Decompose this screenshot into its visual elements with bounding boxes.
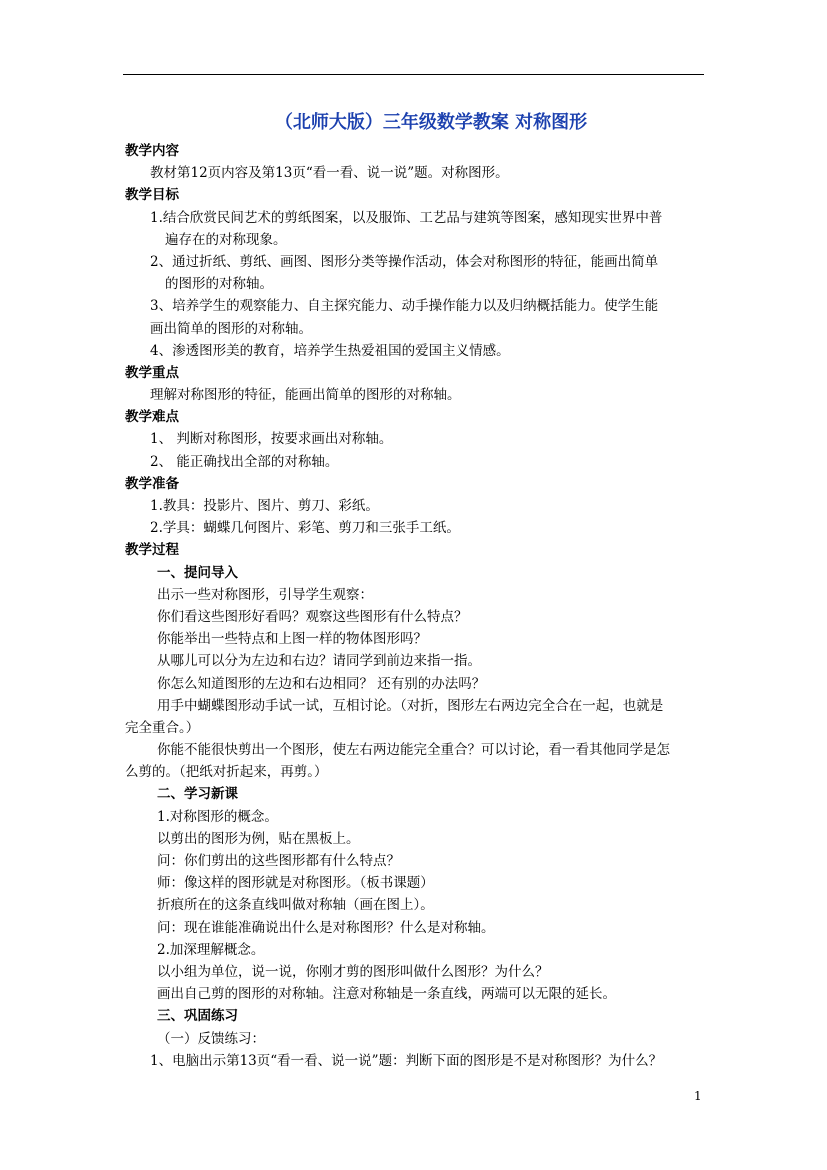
- text-line: 2、通过折纸、剪纸、画图、图形分类等操作活动，体会对称图形的特征，能画出简单: [150, 253, 659, 270]
- text-line: 1.结合欣赏民间艺术的剪纸图案，以及服饰、工艺品与建筑等图案，感知现实世界中普: [150, 209, 663, 226]
- text-line: 画出简单的图形的对称轴。: [150, 320, 312, 337]
- text-line: 师：像这样的图形就是对称图形。（板书课题）: [157, 875, 434, 892]
- text-line: 以剪出的图形为例，贴在黑板上。: [157, 830, 360, 847]
- text-line: 从哪儿可以分为左边和右边？请同学到前边来指一指。: [157, 653, 481, 670]
- text-line: 1、电脑出示第13页“看一看、说一说”题：判断下面的图形是不是对称图形？为什么？: [150, 1052, 663, 1069]
- document-body: [125, 140, 705, 1072]
- section-heading: 教学难点: [125, 409, 179, 426]
- header-rule: [123, 74, 704, 75]
- section-heading: 教学准备: [125, 475, 179, 492]
- text-line: 1、 判断对称图形，按要求画出对称轴。: [150, 431, 393, 448]
- text-line: 以小组为单位，说一说，你刚才剪的图形叫做什么图形？为什么？: [157, 963, 549, 980]
- section-heading: 二、学习新课: [157, 786, 238, 803]
- text-line: 你能举出一些特点和上图一样的物体图形吗？: [157, 631, 427, 648]
- text-line: 4、渗透图形美的教育，培养学生热爱祖国的爱国主义情感。: [150, 342, 510, 359]
- text-line: 的图形的对称轴。: [165, 276, 273, 293]
- text-line: 你怎么知道图形的左边和右边相同？ 还有别的办法吗？: [157, 675, 486, 692]
- text-line: 问：你们剪出的这些图形都有什么特点？: [157, 853, 400, 869]
- text-line: 理解对称图形的特征，能画出简单的图形的对称轴。: [150, 387, 461, 404]
- section-heading: 三、巩固练习: [157, 1008, 238, 1025]
- section-heading: 教学目标: [125, 187, 179, 204]
- section-heading: 教学过程: [125, 542, 179, 559]
- page-number: 1: [694, 1089, 702, 1103]
- text-line: 1.教具：投影片、图片、剪刀、彩纸。: [150, 498, 379, 514]
- text-line: 2.加深理解概念。: [157, 941, 265, 958]
- text-line: 教材第12页内容及第13页“看一看、说一说”题。对称图形。: [150, 165, 509, 182]
- text-line: 折痕所在的这条直线叫做对称轴（画在图上）。: [157, 897, 434, 914]
- text-line: 问：现在谁能准确说出什么是对称图形？什么是对称轴。: [157, 919, 495, 936]
- text-line: （一）反馈练习：: [157, 1030, 265, 1047]
- text-line: 画出自己剪的图形的对称轴。注意对称轴是一条直线，两端可以无限的延长。: [157, 986, 616, 1003]
- text-line: 2.学具：蝴蝶几何图片、彩笔、剪刀和三张手工纸。: [150, 520, 460, 537]
- text-line: 完全重合。）: [125, 719, 200, 736]
- section-heading: 教学内容: [125, 143, 179, 159]
- section-heading: 一、提问导入: [157, 564, 238, 581]
- document-title: （北师大版）三年级数学教案 对称图形: [274, 112, 588, 133]
- text-line: 2、 能正确找出全部的对称轴。: [150, 453, 339, 470]
- text-line: 出示一些对称图形，引导学生观察：: [157, 586, 373, 603]
- section-heading: 教学重点: [125, 364, 179, 381]
- text-line: 3、培养学生的观察能力、自主探究能力、动手操作能力以及归纳概括能力。使学生能: [150, 298, 659, 315]
- text-line: 你们看这些图形好看吗？观察这些图形有什么特点？: [157, 608, 468, 625]
- text-line: 你能不能很快剪出一个图形，使左右两边能完全重合？可以讨论，看一看其他同学是怎: [157, 742, 670, 759]
- text-line: 1.对称图形的概念。: [157, 808, 278, 825]
- text-line: 用手中蝴蝶图形动手试一试，互相讨论。（对折，图形左右两边完全合在一起，也就是: [157, 697, 664, 714]
- text-line: 遍存在的对称现象。: [165, 231, 287, 248]
- text-line: 么剪的。（把纸对折起来，再剪。）: [125, 764, 328, 781]
